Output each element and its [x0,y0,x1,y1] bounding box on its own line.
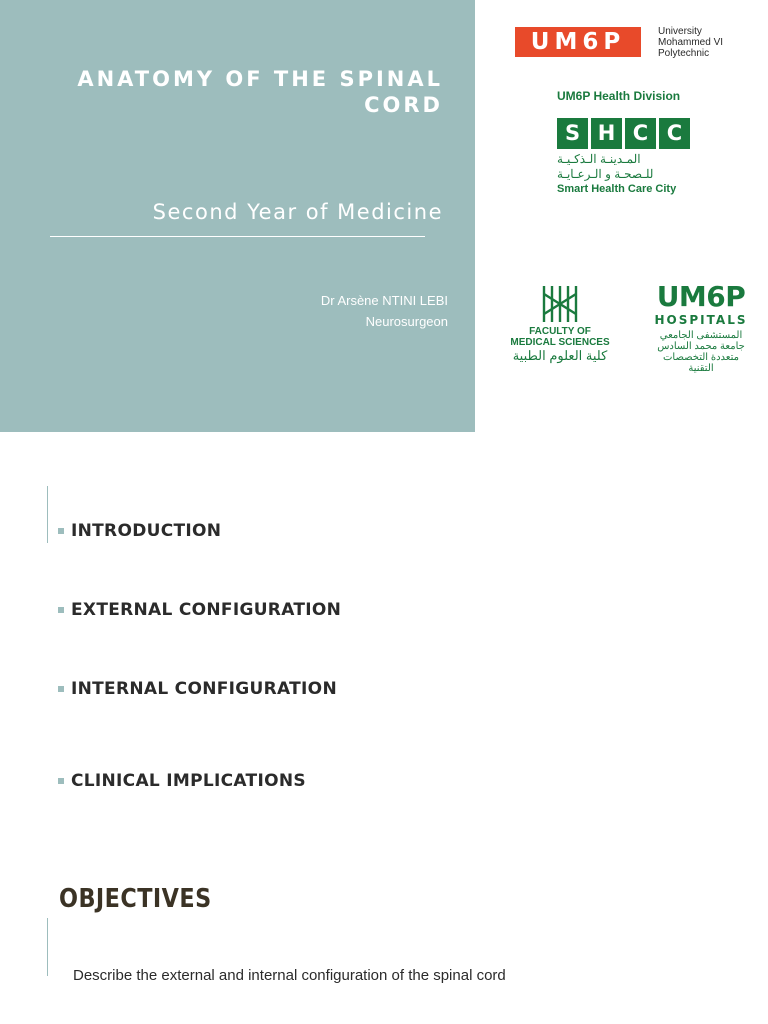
shcc-letter: H [591,118,622,149]
slide-title-line-1: ANATOMY OF THE SPINAL [77,67,443,91]
shcc-letter: C [625,118,656,149]
shcc-tagline: Smart Health Care City [557,183,677,195]
faculty-name-line: FACULTY OF [529,326,591,337]
shcc-letter: C [659,118,690,149]
bullet-icon [58,607,64,613]
objective-item: Describe the external and internal configuration of the spinal cord [73,967,506,984]
accent-bar [47,486,48,543]
hospitals-arabic-text [651,330,751,374]
um6p-logo [515,26,735,60]
um6p-hospitals-logo [651,282,751,372]
shcc-logo [557,118,697,202]
logo-panel [475,0,768,432]
health-division-label: UM6P Health Division [557,89,681,103]
um6p-text-line: Polytechnic [658,48,710,59]
slide-title-line-2: CORD [364,93,443,117]
faculty-arabic-name: كلية العلوم الطبية [512,348,608,363]
faculty-logo [505,284,615,370]
shcc-letters [557,118,697,149]
hospitals-arabic-line: المستشفى الجامعي [659,330,743,341]
um6p-text-line: Mohammed VI [658,37,724,48]
shcc-arabic-line: المـدينـة الـذكـيـة [557,152,641,166]
um6p-text-line: University [658,26,702,37]
hospitals-arabic-line: جامعة محمد السادس [657,341,745,352]
outline-label: EXTERNAL CONFIGURATION [71,600,342,620]
author-role: Neurosurgeon [365,314,448,329]
bullet-icon [58,778,64,784]
objectives-heading: OBJECTIVES [59,884,212,914]
shcc-arabic-text [557,152,685,182]
author-block [148,290,448,332]
title-slide-panel [0,0,475,432]
outline-item-introduction [58,521,221,541]
divider [50,236,425,237]
author-name: Dr Arsène NTINI LEBI [320,293,448,308]
hospitals-logo-label: HOSPITALS [654,313,748,327]
um6p-logo-text [658,26,758,59]
faculty-name-line: MEDICAL SCIENCES [510,337,610,348]
outline-label: CLINICAL IMPLICATIONS [71,771,306,791]
outline-label: INTERNAL CONFIGURATION [71,679,337,699]
outline-label: INTRODUCTION [71,521,222,541]
shcc-arabic-line: للـصحـة و الـرعـايـة [557,167,654,181]
bullet-icon [58,528,64,534]
hospitals-arabic-line: متعددة التخصصات التقنية [662,352,740,374]
bullet-icon [58,686,64,692]
shcc-letter: S [557,118,588,149]
outline-item-internal [58,679,337,699]
hospitals-logo-mark: UM6P [656,280,746,313]
faculty-name [505,326,615,348]
slide-subtitle: Second Year of Medicine [152,200,443,224]
outline-item-clinical [58,771,306,791]
outline-item-external [58,600,341,620]
slide-title [43,66,443,118]
um6p-logo-mark: UM6P [515,27,641,57]
accent-bar [47,918,48,976]
faculty-emblem-icon [540,284,580,324]
